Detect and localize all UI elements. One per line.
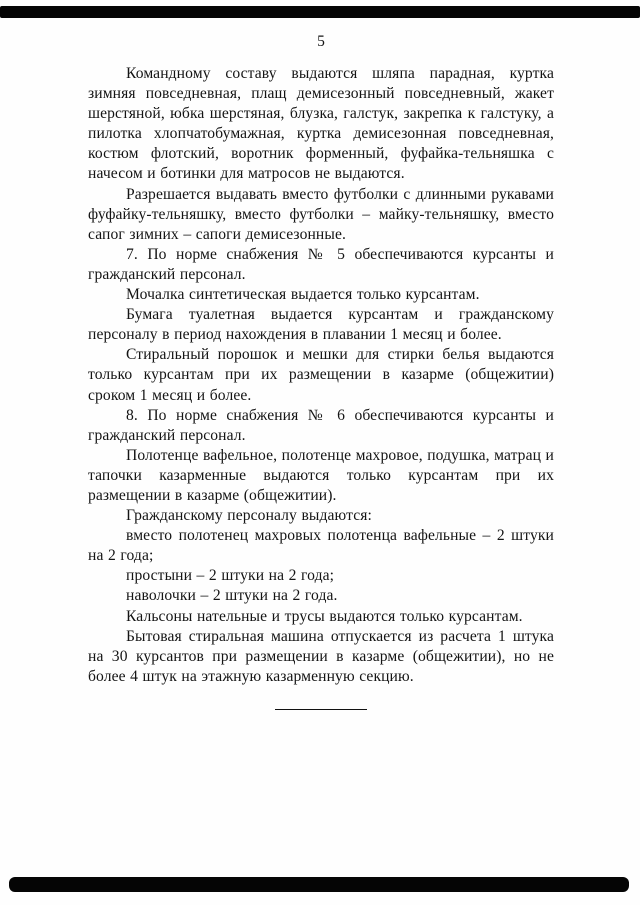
paragraph: 7. По норме снабжения № 5 обеспечиваются курсанты и гражданский персонал. [88, 245, 554, 283]
paragraph: Стиральный порошок и мешки для стирки белья выдаются только курсантам при их размещении в казарме (общежитии) сроком 1 месяц и более. [88, 346, 554, 404]
paragraph: Гражданскому персоналу выдаются: [126, 507, 372, 525]
paragraph: простыни – 2 штуки на 2 года; [126, 567, 335, 585]
document-body [88, 64, 554, 687]
paragraph: Кальсоны нательные и трусы выдаются только курсантам. [126, 607, 523, 625]
scan-edge-top [0, 6, 640, 18]
page-number: 5 [317, 33, 325, 50]
paragraph: Полотенце вафельное, полотенце махровое, подушка, матрац и тапочки казарменные выдаются только курсантам при их размещении в казарме (общежитии). [88, 446, 554, 504]
paragraph: наволочки – 2 штуки на 2 года. [126, 587, 338, 605]
paragraph: вместо полотенец махровых полотенца вафельные – 2 штуки на 2 года; [88, 527, 554, 565]
paragraph: Командному составу выдаются шляпа парадная, куртка зимняя повседневная, плащ демисезонный повседневный, жакет шерстяной, юбка шерстяная, блузка, галстук, закрепка к галстуку, а пилотка хлопчатобумажная, куртка демисезонная повседневная, костюм флотский, воротник форменный, фуфайка-тельняшка с начесом и ботинки для матросов не выдаются. [88, 65, 554, 183]
scan-edge-bottom [9, 877, 629, 892]
paragraph: Бытовая стиральная машина отпускается из расчета 1 штука на 30 курсантов при размещении в казарме (общежитии), но не более 4 штук на этажную казарменную секцию. [88, 627, 554, 685]
paragraph: Бумага туалетная выдается курсантам и гражданскому персоналу в период нахождения в плавании 1 месяц и более. [88, 306, 554, 344]
paragraph: Мочалка синтетическая выдается только курсантам. [126, 286, 480, 304]
paragraph: 8. По норме снабжения № 6 обеспечиваются курсанты и гражданский персонал. [88, 406, 554, 444]
paragraph: Разрешается выдавать вместо футболки с длинными рукавами фуфайку-тельняшку, вместо футболки – майку-тельняшку, вместо сапог зимних – сапоги демисезонные. [88, 185, 554, 243]
